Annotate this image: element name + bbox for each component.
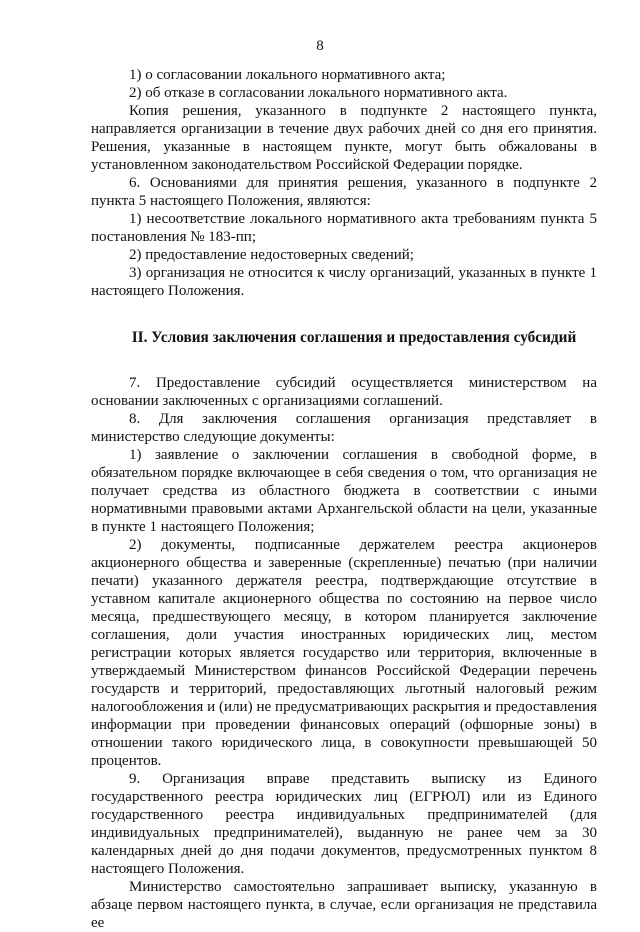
paragraph: 2) об отказе в согласовании локального нормативного акта.: [129, 85, 508, 101]
page-number: 8: [316, 38, 324, 54]
section-heading: II. Условия заключения соглашения и предоставления субсидий: [131, 329, 577, 346]
paragraph: 8. Для заключения соглашения организация представляет в министерство следующие документы:: [91, 411, 597, 445]
paragraph: Копия решения, указанного в подпункте 2 настоящего пункта, направляется организации в течение двух рабочих дней со дня его принятия. Решения, указанные в настоящем пункте, могут быть обжалованы в установленном законодательством Российской Федерации порядке.: [91, 103, 597, 173]
paragraph: 3) организация не относится к числу организаций, указанных в пункте 1 настоящего Положения.: [91, 265, 597, 299]
paragraph: 1) о согласовании локального нормативного акта;: [129, 67, 446, 83]
paragraph: 9. Организация вправе представить выписку из Единого государственного реестра юридических лиц (ЕГРЮЛ) или из Единого государственного реестра индивидуальных предпринимателей (для индивидуальных предпринимателей), выданную не ранее чем за 30 календарных дней до дня подачи документов, предусмотренных пунктом 8 настоящего Положения.: [91, 771, 597, 877]
paragraph: 7. Предоставление субсидий осуществляется министерством на основании заключенных с организациями соглашений.: [91, 375, 597, 409]
document-body: [91, 66, 597, 932]
paragraph: 6. Основаниями для принятия решения, указанного в подпункте 2 пункта 5 настоящего Положения, являются:: [91, 175, 597, 209]
paragraph: 1) заявление о заключении соглашения в свободной форме, в обязательном порядке включающее в себя сведения о том, что организация не получает средства из областного бюджета в соответствии с иными нормативными правовыми актами Архангельской области на цели, указанные в пункте 1 настоящего Положения;: [91, 447, 597, 535]
paragraph: Министерство самостоятельно запрашивает выписку, указанную в абзаце первом настоящего пункта, в случае, если организация не представила ее: [91, 879, 597, 931]
paragraph: 2) предоставление недостоверных сведений;: [129, 247, 414, 263]
paragraph: 2) документы, подписанные держателем реестра акционеров акционерного общества и заверенные (скрепленные) печатью (при наличии печати) указанного держателя реестра, подтверждающие отсутствие в уставном капитале акционерного общества по состоянию на первое число месяца, предшествующего месяцу, в котором планируется заключение соглашения, доли участия иностранных юридических лиц, местом регистрации которых является государство или территория, включенные в утверждаемый Министерством финансов Российской Федерации перечень государств и территорий, предоставляющих льготный налоговый режим налогообложения и (или) не предусматривающих раскрытия и предоставления информации при проведении финансовых операций (офшорные зоны) в отношении такого юридического лица, в совокупности превышающей 50 процентов.: [91, 537, 597, 769]
paragraph: 1) несоответствие локального нормативного акта требованиям пункта 5 постановления № 183-пп;: [91, 211, 597, 245]
